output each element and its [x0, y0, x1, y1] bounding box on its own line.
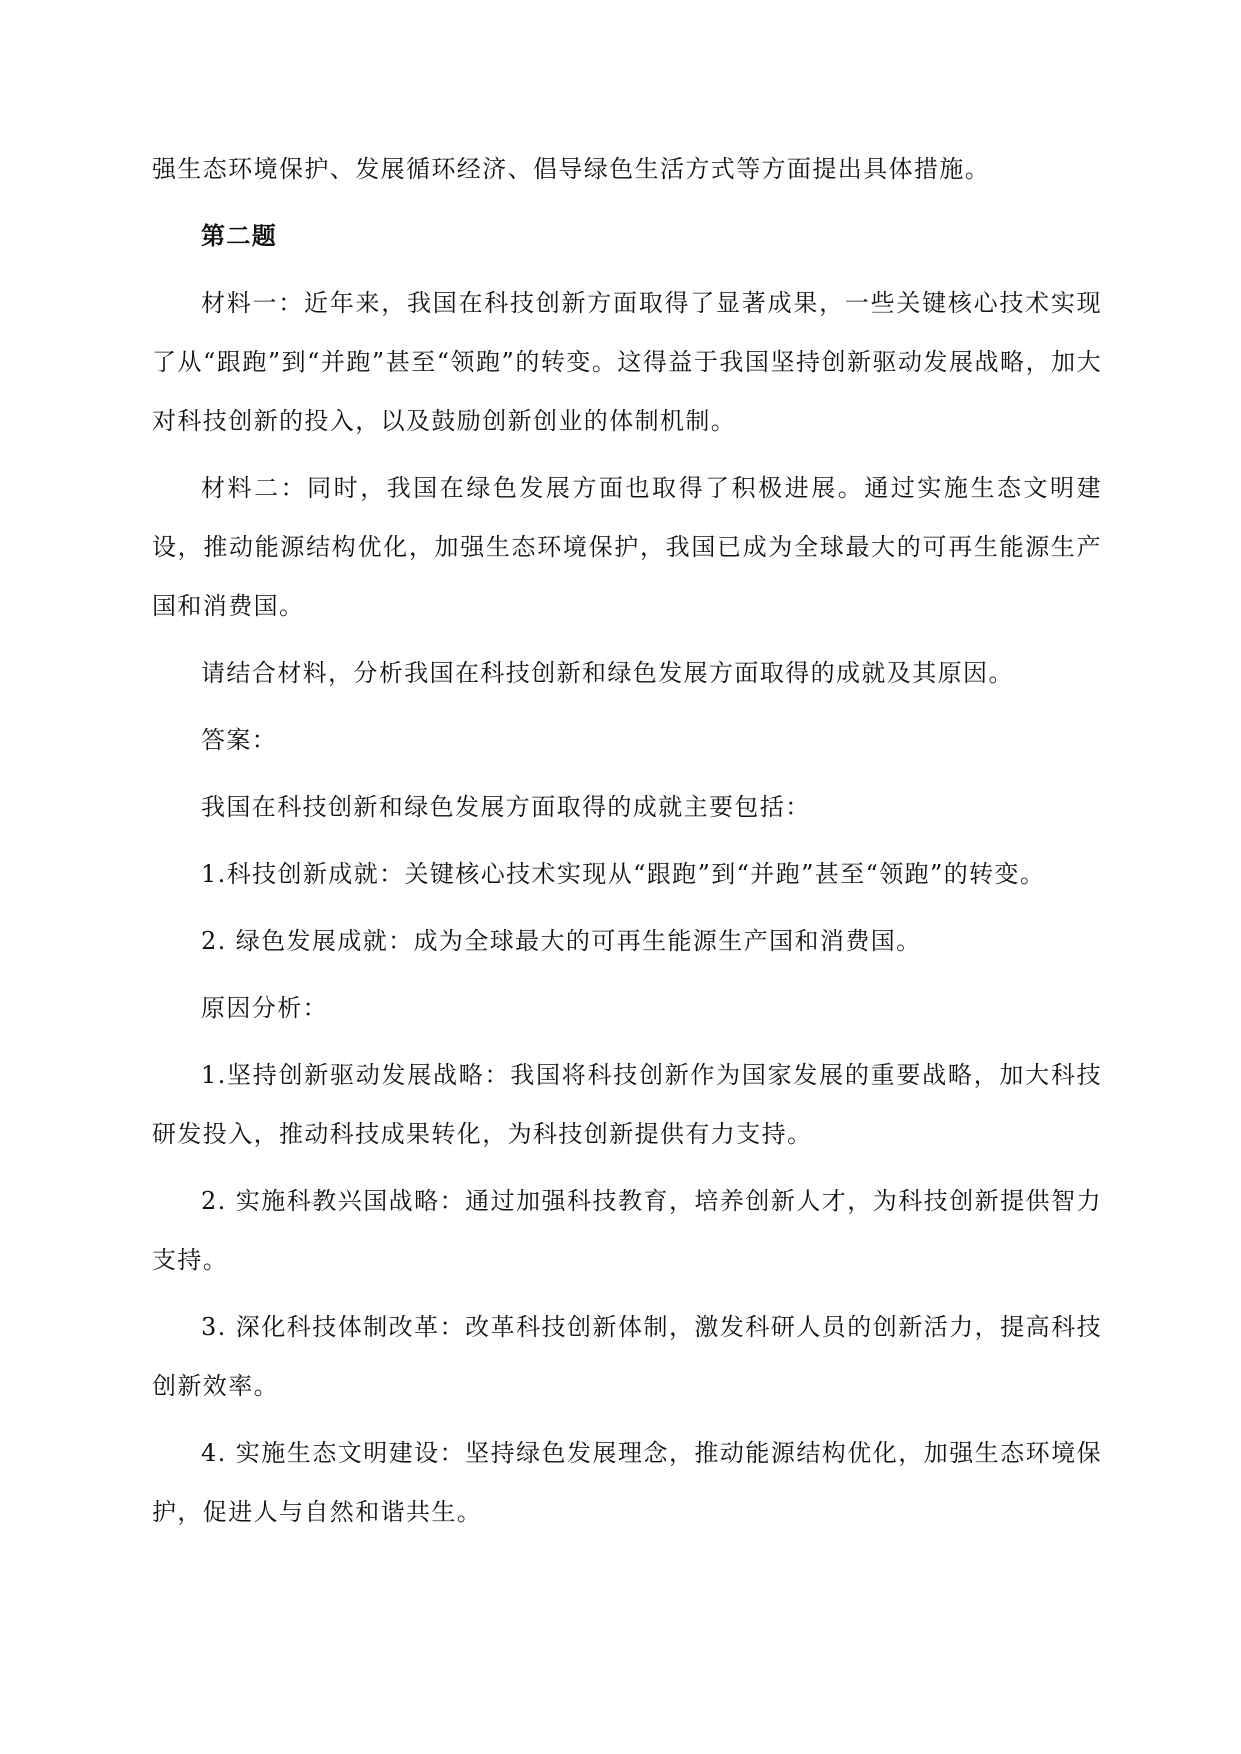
- question-heading: 第二题: [201, 222, 278, 250]
- achievement-item: 1.科技创新成就：关键核心技术实现从“跟跑”到“并跑”甚至“领跑”的转变。: [201, 860, 1046, 888]
- achievements-intro: 我国在科技创新和绿色发展方面取得的成就主要包括：: [201, 793, 811, 821]
- paragraph-continuation: 强生态环境保护、发展循环经济、倡导绿色生活方式等方面提出具体措施。: [152, 155, 991, 183]
- material-two: 材料二：同时，我国在绿色发展方面也取得了积极进展。通过实施生态文明建设，推动能源结构优化，加强生态环境保护，我国已成为全球最大的可再生能源生产国和消费国。: [152, 474, 1102, 620]
- reason-item: 3. 深化科技体制改革：改革科技创新体制，激发科研人员的创新活力，提高科技创新效率。: [152, 1313, 1102, 1400]
- reason-item: 2. 实施科教兴国战略：通过加强科技教育，培养创新人才，为科技创新提供智力支持。: [152, 1187, 1102, 1274]
- question-prompt: 请结合材料，分析我国在科技创新和绿色发展方面取得的成就及其原因。: [201, 659, 1014, 687]
- answer-label: 答案：: [201, 726, 278, 754]
- material-one: 材料一：近年来，我国在科技创新方面取得了显著成果，一些关键核心技术实现了从“跟跑”到“并跑”甚至“领跑”的转变。这得益于我国坚持创新驱动发展战略，加大对科技创新的投入，以及鼓励创新创业的体制机制。: [152, 289, 1102, 435]
- reason-item: 1.坚持创新驱动发展战略：我国将科技创新作为国家发展的重要战略，加大科技研发投入，推动科技成果转化，为科技创新提供有力支持。: [152, 1061, 1102, 1148]
- document-body: [152, 140, 1102, 1542]
- reason-item: 4. 实施生态文明建设：坚持绿色发展理念，推动能源结构优化，加强生态环境保护，促进人与自然和谐共生。: [152, 1439, 1102, 1526]
- achievement-item: 2. 绿色发展成就：成为全球最大的可再生能源生产国和消费国。: [201, 927, 922, 955]
- reasons-label: 原因分析：: [201, 994, 328, 1022]
